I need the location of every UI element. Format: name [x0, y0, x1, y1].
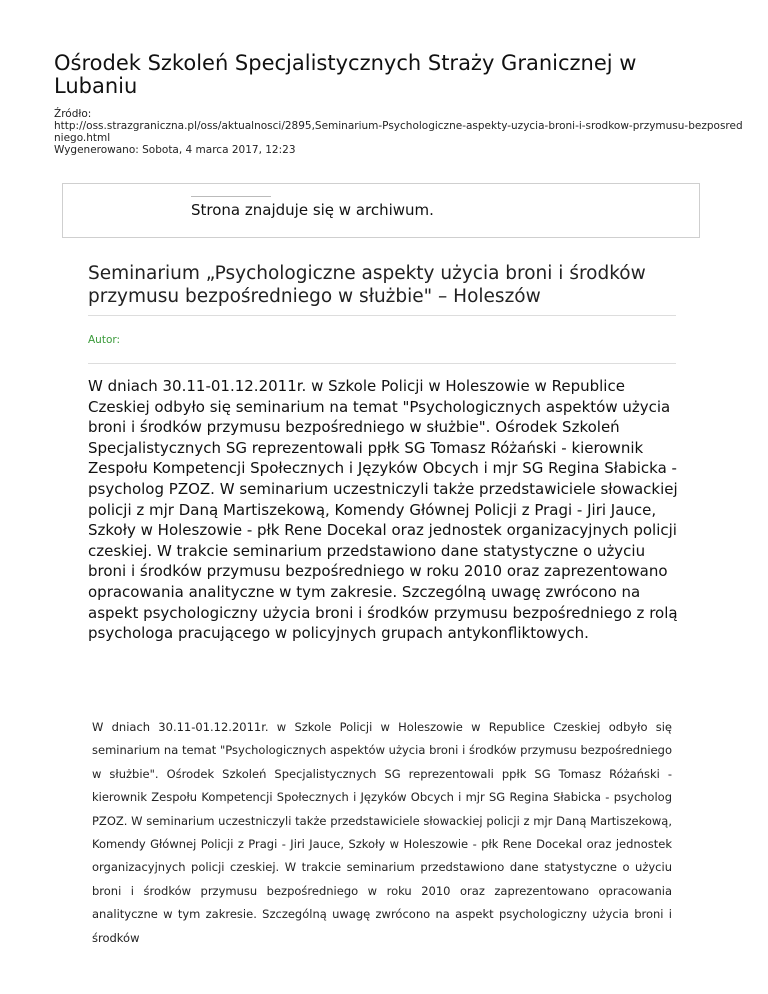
archive-notice: Strona znajduje się w archiwum.: [191, 201, 434, 219]
generated-date: Wygenerowano: Sobota, 4 marca 2017, 12:23: [54, 144, 296, 156]
article-body: W dniach 30.11-01.12.2011r. w Szkole Policji w Holeszowie w Republice Czeskiej odbyło się seminarium na temat "Psychologicznych aspektów użycia broni i środków przymusu bezpośredniego w służbie". Ośrodek Szkoleń Specjalistycznych SG reprezentowali ppłk SG Tomasz Różański - kierownik Zespołu Kompetencji Społecznych i Języków Obcych i mjr SG Regina Słabicka - psycholog PZOZ. W seminarium uczestniczyli także przedstawiciele słowackiej policji z mjr Daną Martiszekową, Komendy Głównej Policji z Pragi - Jiri Jauce, Szkoły w Holeszowie - płk Rene Docekal oraz jednostek organizacyjnych policji czeskiej. W trakcie seminarium przedstawiono dane statystyczne o użyciu broni i środków przymusu bezpośredniego w roku 2010 oraz zaprezentowano opracowania analityczne w tym zakresie. Szczególną uwagę zwrócono na aspekt psychologiczny użycia broni i środków: [92, 720, 672, 945]
divider: [88, 315, 676, 316]
divider: [88, 363, 676, 364]
article-lead: W dniach 30.11-01.12.2011r. w Szkole Policji w Holeszowie w Republice Czeskiej odbyło się seminarium na temat "Psychologicznych aspektów użycia broni i środków przymusu bezpośredniego w służbie". Ośrodek Szkoleń Specjalistycznych SG reprezentowali ppłk SG Tomasz Różański - kierownik Zespołu Kompetencji Społecznych i Języków Obcych i mjr SG Regina Słabicka - psycholog PZOZ. W seminarium uczestniczyli także przedstawiciele słowackiej policji z mjr Daną Martiszekową, Komendy Głównej Policji z Pragi - Jiri Jauce, Szkoły w Holeszowie - płk Rene Docekal oraz jednostek organizacyjnych policji czeskiej. W trakcie seminarium przedstawiono dane statystyczne o użyciu broni i środków przymusu bezpośredniego w roku 2010 oraz zaprezentowano opracowania analityczne w tym zakresie. Szczególną uwagę zwrócono na aspekt psychologiczny użycia broni i środków przymusu bezpośredniego z rolą psychologa pracującego w policyjnych grupach antykonfliktowych.: [88, 377, 678, 643]
source-meta: [54, 108, 744, 156]
article-title: Seminarium „Psychologiczne aspekty użycia broni i środków przymusu bezpośredniego w służbie" – Holeszów: [88, 263, 646, 307]
author-label: Autor:: [88, 334, 121, 346]
source-url[interactable]: http://oss.strazgraniczna.pl/oss/aktualnosci/2895,Seminarium-Psychologiczne-aspekty-uzycia-broni-i-srodkow-przymusu-bezposredniego.html: [54, 120, 743, 144]
source-label: Źródło:: [54, 108, 92, 120]
archive-divider: [191, 196, 271, 197]
archive-notice-box: [62, 183, 700, 238]
site-title: Ośrodek Szkoleń Specjalistycznych Straży Granicznej w Lubaniu: [54, 51, 637, 98]
